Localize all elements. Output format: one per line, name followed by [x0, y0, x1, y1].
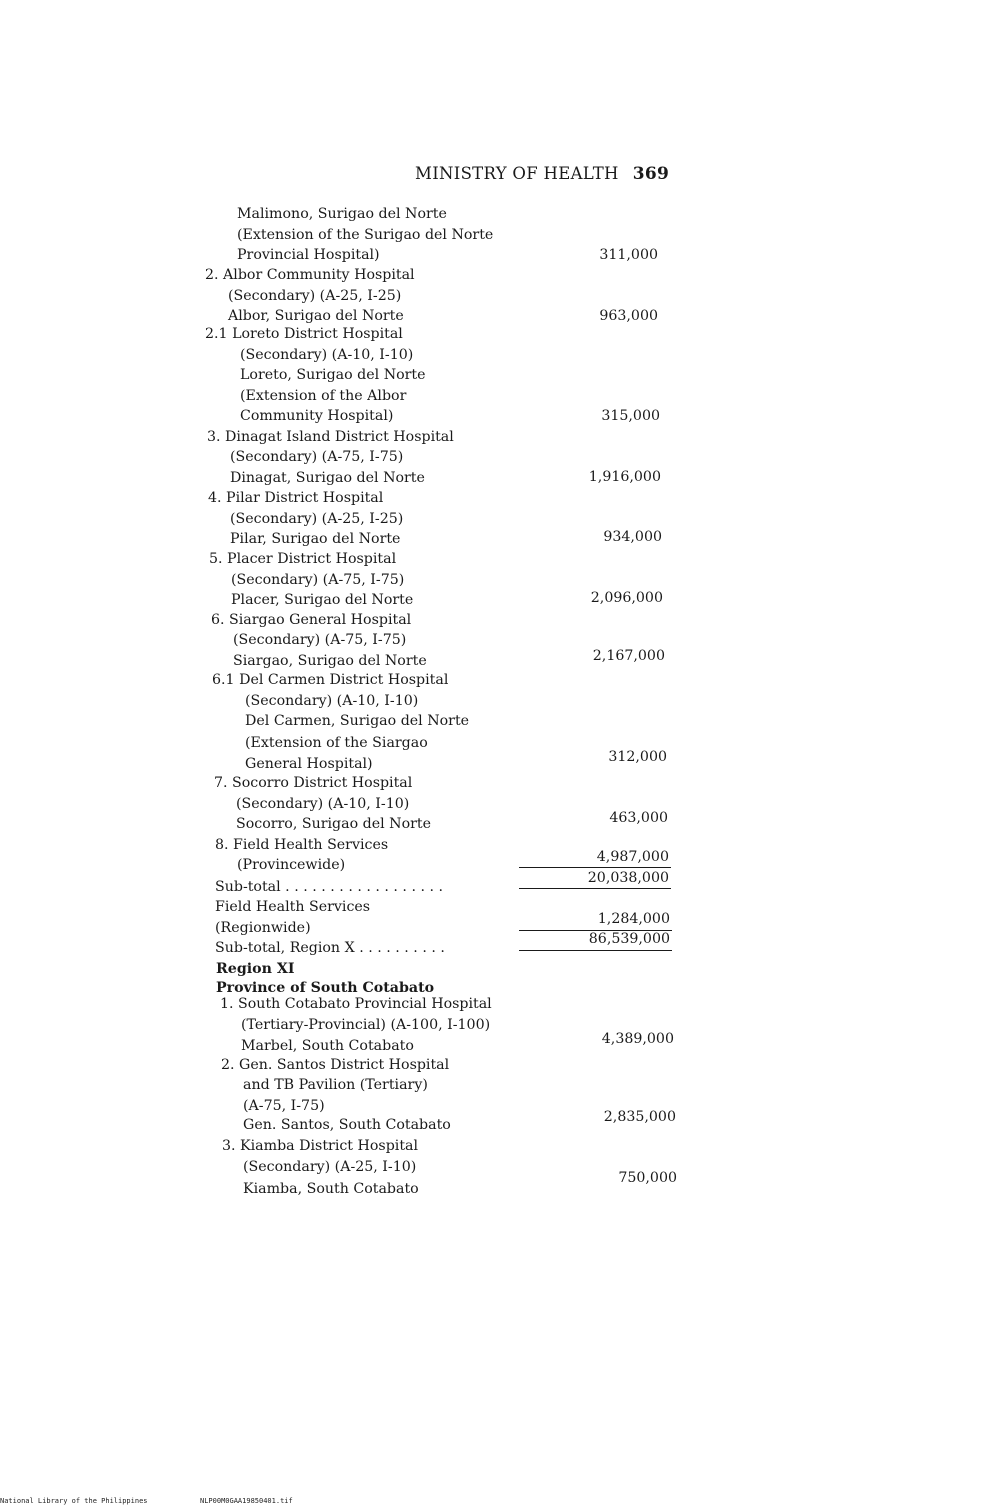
entry-line: (Extension of the Siargao — [245, 735, 428, 751]
entry-line: 3. Kiamba District Hospital — [222, 1138, 419, 1154]
entry-line: (Secondary) (A-10, I-10) — [240, 347, 414, 363]
rule-line — [519, 930, 672, 931]
entry-line: 2.1 Loreto District Hospital — [205, 326, 403, 342]
entry-line: 2. Albor Community Hospital — [205, 267, 415, 283]
entry-line: Provincial Hospital) — [237, 247, 380, 263]
amount: 750,000 — [618, 1170, 677, 1186]
entry-line: 8. Field Health Services — [215, 837, 389, 853]
page-number: 369 — [632, 164, 670, 184]
amount: 2,167,000 — [592, 648, 665, 664]
amount: 963,000 — [599, 308, 658, 324]
entry-line: (A-75, I-75) — [243, 1098, 325, 1114]
entry-line: and TB Pavilion (Tertiary) — [243, 1077, 428, 1093]
entry-line: 1. South Cotabato Provincial Hospital — [220, 996, 492, 1012]
entry-line: Dinagat, Surigao del Norte — [230, 470, 425, 486]
entry-line: Gen. Santos, South Cotabato — [243, 1117, 451, 1133]
amount: 934,000 — [603, 529, 662, 545]
province-heading: Province of South Cotabato — [216, 980, 435, 996]
amount: 312,000 — [608, 749, 667, 765]
entry-line: Del Carmen, Surigao del Norte — [245, 713, 470, 729]
entry-line: (Secondary) (A-10, I-10) — [236, 796, 410, 812]
entry-line: Pilar, Surigao del Norte — [230, 531, 401, 547]
amount: 4,389,000 — [601, 1031, 674, 1047]
rule-line — [519, 950, 672, 951]
entry-line: Kiamba, South Cotabato — [243, 1181, 419, 1197]
entry-line: 3. Dinagat Island District Hospital — [207, 429, 454, 445]
entry-line: Placer, Surigao del Norte — [231, 592, 414, 608]
amount: 463,000 — [609, 810, 668, 826]
entry-line: 7. Socorro District Hospital — [214, 775, 413, 791]
entry-line: (Regionwide) — [215, 920, 311, 936]
entry-line: Loreto, Surigao del Norte — [240, 367, 426, 383]
subtotal-amount: 20,038,000 — [587, 870, 669, 886]
entry-line: (Secondary) (A-25, I-25) — [228, 288, 402, 304]
entry-line: Marbel, South Cotabato — [241, 1038, 414, 1054]
entry-line: (Secondary) (A-75, I-75) — [233, 632, 407, 648]
rule-line — [519, 867, 671, 868]
entry-line: Siargao, Surigao del Norte — [233, 653, 427, 669]
entry-line: (Secondary) (A-75, I-75) — [230, 449, 404, 465]
entry-line: Socorro, Surigao del Norte — [236, 816, 432, 832]
footer-filename: NLP00M0GAA19850401.tif — [200, 1497, 293, 1505]
entry-line: 6.1 Del Carmen District Hospital — [212, 672, 449, 688]
entry-line: (Tertiary-Provincial) (A-100, I-100) — [241, 1017, 491, 1033]
amount: 1,916,000 — [588, 469, 661, 485]
entry-line: 4. Pilar District Hospital — [208, 490, 384, 506]
entry-line: (Extension of the Surigao del Norte — [237, 227, 494, 243]
entry-line: 6. Siargao General Hospital — [211, 612, 412, 628]
entry-line: 2. Gen. Santos District Hospital — [221, 1057, 450, 1073]
footer-source: National Library of the Philippines — [0, 1497, 148, 1505]
entry-line: 5. Placer District Hospital — [209, 551, 397, 567]
entry-line: (Secondary) (A-75, I-75) — [231, 572, 405, 588]
entry-line: Sub-total . . . . . . . . . . . . . . . . . . — [215, 879, 444, 895]
amount: 2,835,000 — [603, 1109, 676, 1125]
amount: 4,987,000 — [596, 849, 669, 865]
entry-line: Field Health Services — [215, 899, 371, 915]
entry-line: (Secondary) (A-10, I-10) — [245, 693, 419, 709]
region-heading: Region XI — [216, 961, 295, 977]
amount: 1,284,000 — [597, 911, 670, 927]
entry-line: Malimono, Surigao del Norte — [237, 206, 447, 222]
header-title: MINISTRY OF HEALTH — [415, 164, 619, 183]
entry-line: (Provincewide) — [237, 857, 346, 873]
running-header — [415, 164, 669, 184]
entry-line: Community Hospital) — [240, 408, 394, 424]
entry-line: (Secondary) (A-25, I-10) — [243, 1159, 417, 1175]
entry-line: (Extension of the Albor — [240, 388, 407, 404]
entry-line: General Hospital) — [245, 756, 373, 772]
amount: 2,096,000 — [590, 590, 663, 606]
amount: 315,000 — [601, 408, 660, 424]
subtotal-amount: 86,539,000 — [588, 931, 670, 947]
rule-line — [519, 888, 671, 889]
entry-line: Sub-total, Region X . . . . . . . . . . — [215, 940, 445, 956]
amount: 311,000 — [599, 247, 658, 263]
entry-line: (Secondary) (A-25, I-25) — [230, 511, 404, 527]
entry-line: Albor, Surigao del Norte — [228, 308, 404, 324]
